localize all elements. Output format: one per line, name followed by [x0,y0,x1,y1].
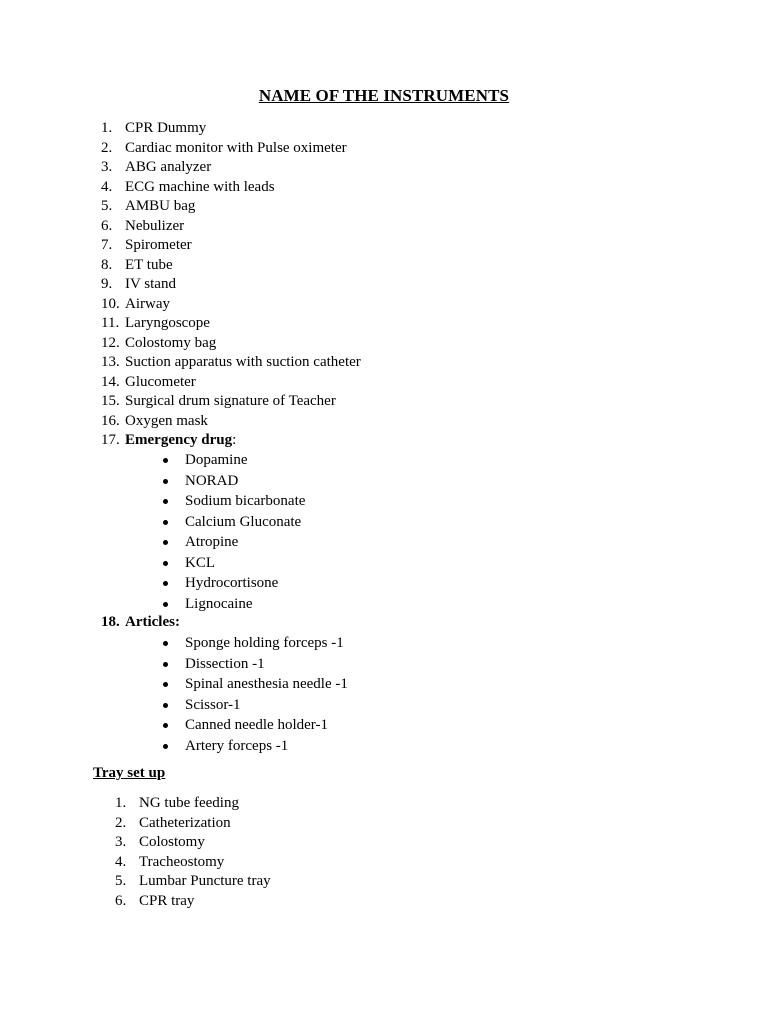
list-number: 4. [101,178,113,195]
list-item [101,295,501,315]
page-title: NAME OF THE INSTRUMENTS [258,86,510,105]
list-text: CPR Dummy [125,120,207,136]
bullet-icon [163,703,168,708]
bullet-icon [163,602,168,607]
emergency-drug-colon: : [232,432,237,448]
bullet-icon [163,723,168,728]
list-item [115,892,415,912]
bullet-item [163,674,463,695]
list-text: CPR tray [139,892,195,909]
bullet-icon [163,682,168,687]
list-item [115,872,415,892]
bullet-item [163,695,463,716]
bullet-item [163,573,463,594]
emergency-drug-heading [101,431,501,451]
bullet-text: Scissor-1 [185,696,241,713]
list-number: 18. [101,614,120,630]
bullet-item [163,715,463,736]
list-text: Lumbar Puncture tray [139,873,271,889]
bullet-text: Sponge holding forceps -1 [185,635,344,651]
bullet-text: Atropine [185,534,239,550]
bullet-icon [163,520,168,525]
bullet-text: Spinal anesthesia needle -1 [185,676,348,692]
list-item [101,334,501,354]
list-text: Surgical drum signature of Teacher [125,393,336,409]
list-number: 9. [101,276,113,292]
bullet-icon [163,744,168,749]
bullet-text: KCL [185,554,215,571]
list-text: ET tube [125,256,173,273]
list-item [101,392,501,412]
list-item [101,353,501,373]
list-item [101,178,501,198]
bullet-icon [163,479,168,484]
list-text: Cardiac monitor with Pulse oximeter [125,139,347,156]
list-item [115,833,415,853]
list-number: 12. [101,334,120,351]
list-item [101,275,501,295]
bullet-item [163,594,463,615]
list-item [101,412,501,432]
list-item [101,373,501,393]
bullet-icon [163,641,168,646]
list-text: IV stand [125,276,176,292]
list-number: 6. [115,892,127,909]
list-number: 1. [115,795,127,811]
bullet-item [163,512,463,533]
list-number: 15. [101,393,120,409]
list-text: AMBU bag [125,198,196,214]
list-text: Airway [125,295,170,312]
bullet-item [163,654,463,675]
list-number: 1. [101,120,113,136]
list-number: 2. [101,139,113,156]
list-item [101,256,501,276]
bullet-icon [163,499,168,504]
list-number: 10. [101,295,120,312]
list-number: 3. [115,834,127,850]
bullet-text: Dopamine [185,452,248,468]
list-number: 2. [115,814,127,831]
bullet-text: NORAD [185,472,239,489]
list-item [115,853,415,873]
list-text: Colostomy bag [125,334,217,351]
list-item [115,814,415,834]
bullet-text: Hydrocortisone [185,575,279,591]
bullet-icon [163,540,168,545]
list-text: Nebulizer [125,217,185,234]
list-text: Tracheostomy [139,853,225,870]
list-number: 5. [115,873,127,889]
list-number: 4. [115,853,127,870]
list-number: 6. [101,217,113,234]
list-number: 11. [101,315,120,331]
list-number: 14. [101,373,120,390]
bullet-text: Canned needle holder-1 [185,717,328,733]
bullet-icon [163,561,168,566]
list-number: 3. [101,159,113,175]
list-text: Oxygen mask [125,412,208,429]
emergency-drug-label: Emergency drug [125,432,233,448]
bullet-item [163,471,463,492]
list-item [101,119,501,139]
list-item [101,314,501,334]
bullet-item [163,532,463,553]
list-item [101,197,501,217]
tray-setup-heading: Tray set up [93,765,166,781]
bullet-item [163,736,463,757]
list-text: Spirometer [125,237,192,253]
list-number: 17. [101,432,120,448]
list-number: 8. [101,256,113,273]
bullet-item [163,553,463,574]
bullet-icon [163,458,168,463]
bullet-text: Calcium Gluconate [185,513,302,530]
list-number: 5. [101,198,113,214]
list-number: 7. [101,237,113,253]
bullet-text: Lignocaine [185,595,253,612]
list-item [101,139,501,159]
bullet-icon [163,662,168,667]
list-number: 16. [101,412,120,429]
bullet-text: Sodium bicarbonate [185,493,306,509]
bullet-text: Artery forceps -1 [185,737,289,754]
list-item [101,158,501,178]
list-item [115,794,415,814]
list-item [101,217,501,237]
list-text: ECG machine with leads [125,178,275,195]
articles-label: Articles: [125,614,180,630]
list-text: NG tube feeding [139,795,239,811]
list-text: ABG analyzer [125,159,212,175]
bullet-text: Dissection -1 [185,655,265,672]
bullet-item [163,450,463,471]
list-text: Laryngoscope [125,315,210,331]
bullet-item [163,491,463,512]
list-item [101,236,501,256]
emergency-drug-label-wrap [125,431,236,451]
list-number: 13. [101,354,120,370]
list-text: Catheterization [139,814,231,831]
articles-heading [101,613,501,633]
list-text: Suction apparatus with suction catheter [125,354,361,370]
bullet-icon [163,581,168,586]
bullet-item [163,633,463,654]
list-text: Glucometer [125,373,196,390]
list-text: Colostomy [139,834,205,850]
